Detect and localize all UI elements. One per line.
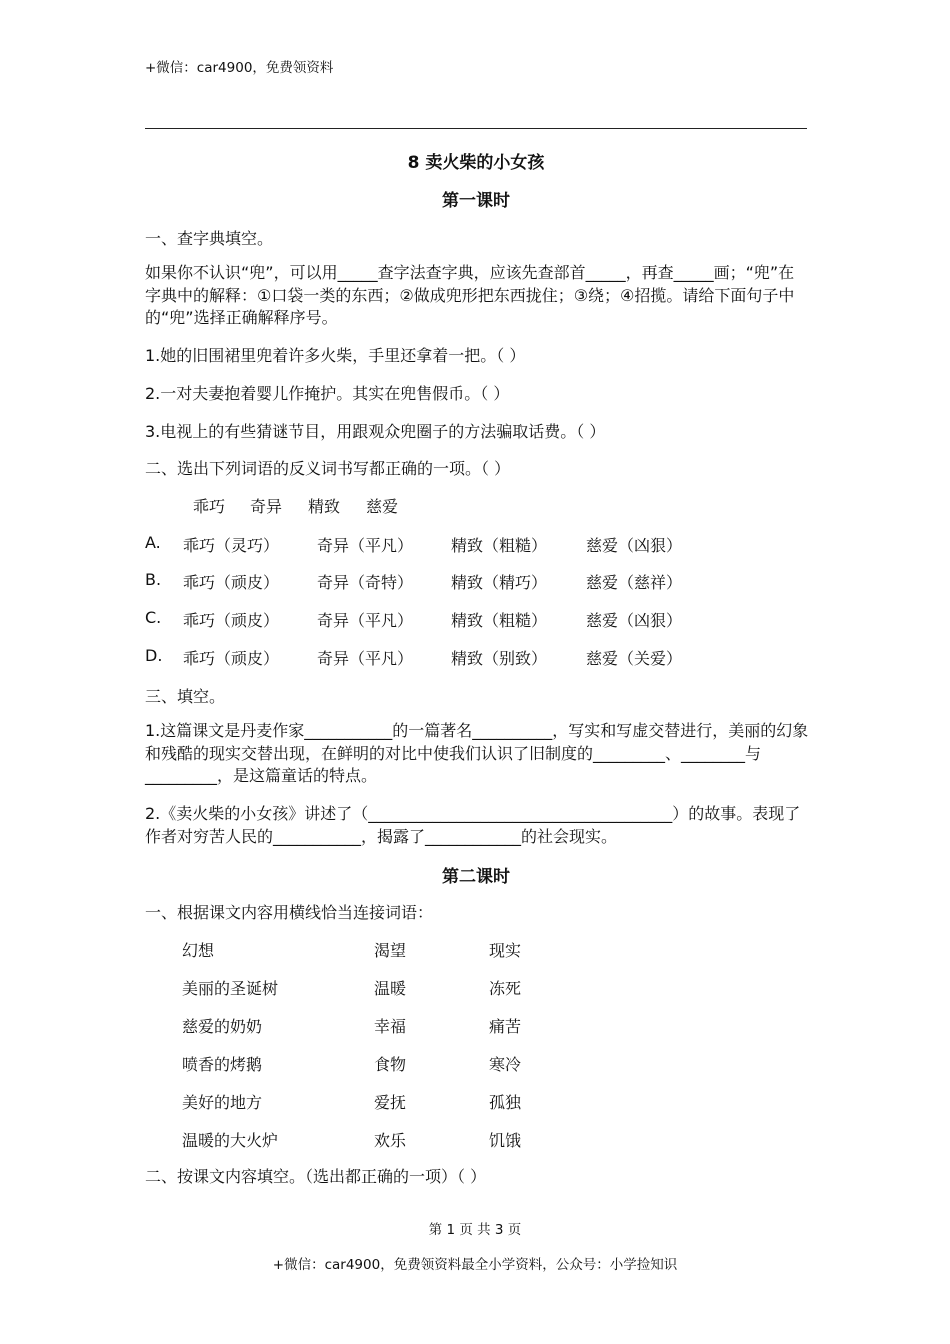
match-middle: 食物 [374, 1055, 407, 1074]
option-item: 精致（粗糙） [451, 611, 548, 630]
match-middle: 欢乐 [374, 1131, 407, 1150]
option-item: 乖巧（灵巧） [183, 536, 280, 555]
option-item: 奇异（奇特） [317, 573, 414, 592]
match-left: 美丽的圣诞树 [182, 979, 279, 998]
option-item: 奇异（平凡） [317, 611, 414, 630]
option-item: 乖巧（顽皮） [183, 649, 280, 668]
option-item: 慈爱（凶狠） [586, 611, 683, 630]
l1-q2-word: 乖巧 [193, 497, 226, 516]
option-item: 乖巧（顽皮） [183, 611, 280, 630]
option-item: 精致（粗糙） [451, 536, 548, 555]
l1-q2-word: 精致 [308, 497, 341, 516]
match-left: 喷香的烤鹅 [182, 1055, 263, 1074]
option-item: 精致（精巧） [451, 573, 548, 592]
option-item: 慈爱（关爱） [586, 649, 683, 668]
match-left: 温暖的大火炉 [182, 1131, 279, 1150]
l1-q2-title: 二、选出下列词语的反义词书写都正确的一项。（ ） [145, 459, 511, 478]
match-right: 痛苦 [489, 1017, 522, 1036]
header-note: +微信：car4900，免费领资料 [145, 60, 334, 76]
footer-note: +微信：car4900，免费领资料最全小学资料，公众号：小学捡知识 [272, 1257, 678, 1273]
match-left: 幻想 [182, 941, 215, 960]
option-item: 慈爱（凶狠） [586, 536, 683, 555]
l1-q3-p2: 2.《卖火柴的小女孩》讲述了（______________________________________）的故事。表现了作者对穷苦人民的___________，揭露了____________的社会现实。 [145, 804, 801, 846]
option-item: 奇异（平凡） [317, 536, 414, 555]
option-item: 精致（别致） [451, 649, 548, 668]
header-rule [145, 128, 807, 129]
l1-q2-word: 奇异 [250, 497, 283, 516]
match-right: 现实 [489, 941, 522, 960]
l1-q3-title: 三、填空。 [145, 687, 226, 706]
option-label: A. [145, 533, 161, 552]
option-label: B. [145, 570, 162, 589]
match-middle: 渴望 [374, 941, 407, 960]
l1-q1-item-2: 2.一对夫妻抱着婴儿作掩护。其实在兜售假币。（ ） [145, 384, 510, 403]
l2-q2-title: 二、按课文内容填空。（选出都正确的一项）（ ） [145, 1167, 487, 1186]
l1-q1-item-1: 1.她的旧围裙里兜着许多火柴，手里还拿着一把。（ ） [145, 346, 526, 365]
match-right: 饥饿 [489, 1131, 522, 1150]
option-label: D. [145, 646, 163, 665]
option-item: 奇异（平凡） [317, 649, 414, 668]
l1-q1-item-3: 3.电视上的有些猜谜节目，用跟观众兜圈子的方法骗取话费。（ ） [145, 422, 606, 441]
lesson1-heading: 第一课时 [442, 191, 510, 211]
match-right: 孤独 [489, 1093, 522, 1112]
l1-q1-title: 一、查字典填空。 [145, 229, 274, 248]
option-label: C. [145, 608, 162, 627]
match-right: 冻死 [489, 979, 522, 998]
l1-q2-word: 慈爱 [366, 497, 399, 516]
l1-q1-intro: 如果你不认识“兜”，可以用_____查字法查字典，应该先查部首_____，再查_____画；“兜”在字典中的解释：①口袋一类的东西；②做成兜形把东西拢住；③绕；④招揽。请给下面句子中的“兜”选择正确解释序号。 [145, 263, 795, 327]
lesson2-heading: 第二课时 [442, 867, 510, 887]
l1-q3-p1: 1.这篇课文是丹麦作家___________的一篇著名__________，写实和写虚交替进行，美丽的幻象和残酷的现实交替出现，在鲜明的对比中使我们认识了旧制度的_________、________与_________，是这篇童话的特点。 [145, 721, 809, 785]
option-item: 慈爱（慈祥） [586, 573, 683, 592]
match-middle: 温暖 [374, 979, 407, 998]
l2-q1-title: 一、根据课文内容用横线恰当连接词语： [145, 903, 434, 922]
page-number: 第 1 页 共 3 页 [428, 1222, 522, 1238]
match-left: 美好的地方 [182, 1093, 263, 1112]
match-right: 寒冷 [489, 1055, 522, 1074]
match-middle: 爱抚 [374, 1093, 407, 1112]
match-left: 慈爱的奶奶 [182, 1017, 263, 1036]
match-middle: 幸福 [374, 1017, 407, 1036]
option-item: 乖巧（顽皮） [183, 573, 280, 592]
page-title: 8 卖火柴的小女孩 [407, 153, 545, 173]
